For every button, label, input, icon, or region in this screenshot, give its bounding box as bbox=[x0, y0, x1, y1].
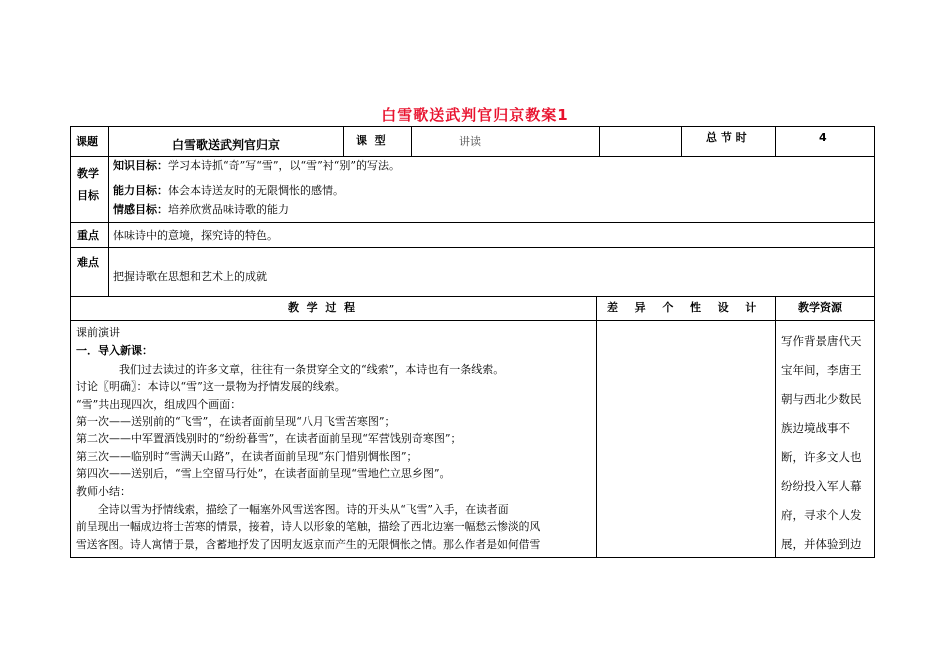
difficulty-label: 难点 bbox=[77, 256, 99, 269]
process-column-header: 教 学 过 程 bbox=[288, 301, 355, 314]
teaching-resource-text bbox=[781, 327, 873, 559]
knowledge-objective bbox=[113, 159, 400, 172]
resource-line: 展，并体验到边 bbox=[781, 537, 862, 551]
topic-label: 课题 bbox=[76, 135, 98, 148]
resource-line: 朝与西北少数民 bbox=[781, 392, 862, 406]
col-divider bbox=[343, 126, 344, 156]
process-line: 讨论〖明确〗：本诗以“雪”这一景物为抒情发展的线索。 bbox=[76, 380, 346, 393]
ability-objective bbox=[113, 184, 344, 197]
col-divider bbox=[681, 126, 682, 156]
process-line: 雪送客图。诗人寓情于景，含蓄地抒发了因明友返京而产生的无限惆怅之情。那么作者是如何借雪 bbox=[76, 538, 541, 551]
process-line: 教师小结： bbox=[76, 485, 131, 498]
col-divider bbox=[599, 126, 600, 156]
objectives-label-2: 目标 bbox=[77, 189, 99, 202]
col-divider bbox=[775, 126, 776, 156]
col-divider bbox=[108, 126, 109, 296]
process-line: 课前演讲 bbox=[76, 326, 120, 339]
resource-line: 写作背景唐代天 bbox=[781, 334, 862, 348]
type-value: 讲读 bbox=[459, 135, 481, 148]
process-line: 一．导入新课： bbox=[76, 344, 153, 357]
row-divider bbox=[70, 320, 875, 321]
knowledge-text: 学习本诗抓“奇”写“雪”，以“雪”衬“别”的写法。 bbox=[168, 159, 400, 172]
process-line: 前呈现出一幅成边将士苦寒的情景，接着，诗人以形象的笔触，描绘了西北边塞一幅愁云惨淡的风 bbox=[76, 520, 541, 533]
resource-line: 府，寻求个人发 bbox=[781, 508, 862, 522]
resource-line: 断，许多文人也 bbox=[781, 450, 862, 464]
differentiation-column-header: 差 异 个 性 设 计 bbox=[607, 301, 760, 314]
resource-line: 纷纷投入军人幕 bbox=[781, 479, 862, 493]
row-divider bbox=[70, 222, 875, 223]
document-title: 白雪歌送武判官归京教案1 bbox=[381, 106, 569, 124]
knowledge-label: 知识目标： bbox=[113, 159, 168, 172]
type-label: 课 型 bbox=[356, 134, 386, 147]
process-line: 第四次——送别后，“雪上空留马行处”，在读者面前呈现“雪地伫立思乡图”。 bbox=[76, 467, 451, 480]
process-line: 全诗以雪为抒情线索，描绘了一幅塞外风雪送客图。诗的开头从“飞雪”入手，在读者面 bbox=[98, 503, 509, 516]
process-line: 第二次——中军置酒饯别时的“纷纷暮雪”，在读者面前呈现“军营饯别奇寒图”； bbox=[76, 432, 462, 445]
objectives-label-1: 教学 bbox=[77, 167, 99, 180]
difficulty-text: 把握诗歌在思想和艺术上的成就 bbox=[113, 270, 267, 283]
emotion-objective bbox=[113, 203, 289, 216]
key-point-text: 体味诗中的意境，探究诗的特色。 bbox=[113, 229, 278, 242]
resource-line: 宝年间，李唐王 bbox=[781, 363, 862, 377]
total-label: 总 节 时 bbox=[706, 131, 747, 144]
col-divider bbox=[775, 296, 776, 558]
emotion-label: 情感目标： bbox=[113, 203, 168, 216]
ability-text: 体会本诗送友时的无限惆怅的感情。 bbox=[168, 184, 344, 197]
col-divider bbox=[596, 296, 597, 558]
key-point-label: 重点 bbox=[77, 229, 99, 242]
ability-label: 能力目标： bbox=[113, 184, 168, 197]
col-divider bbox=[411, 126, 412, 156]
topic-value: 白雪歌送武判官归京 bbox=[172, 138, 281, 152]
resource-column-header: 教学资源 bbox=[798, 301, 842, 314]
process-line: “雪”共出现四次，组成四个画面： bbox=[76, 398, 242, 411]
row-divider bbox=[70, 296, 875, 297]
emotion-text: 培养欣赏品味诗歌的能力 bbox=[168, 203, 289, 216]
process-line: 第三次——临别时“雪满天山路”，在读者面前呈现“东门惜别惆怅图”； bbox=[76, 450, 418, 463]
total-value: 4 bbox=[819, 131, 827, 144]
resource-line: 族边境战事不 bbox=[781, 421, 850, 435]
row-divider bbox=[70, 247, 875, 248]
process-line: 我们过去读过的许多文章，往往有一条贯穿全文的“线索”，本诗也有一条线索。 bbox=[119, 363, 505, 376]
row-divider bbox=[70, 156, 875, 157]
process-line: 第一次——送别前的“飞雪”，在读者面前呈现“八月飞雪苦寒图”； bbox=[76, 415, 396, 428]
